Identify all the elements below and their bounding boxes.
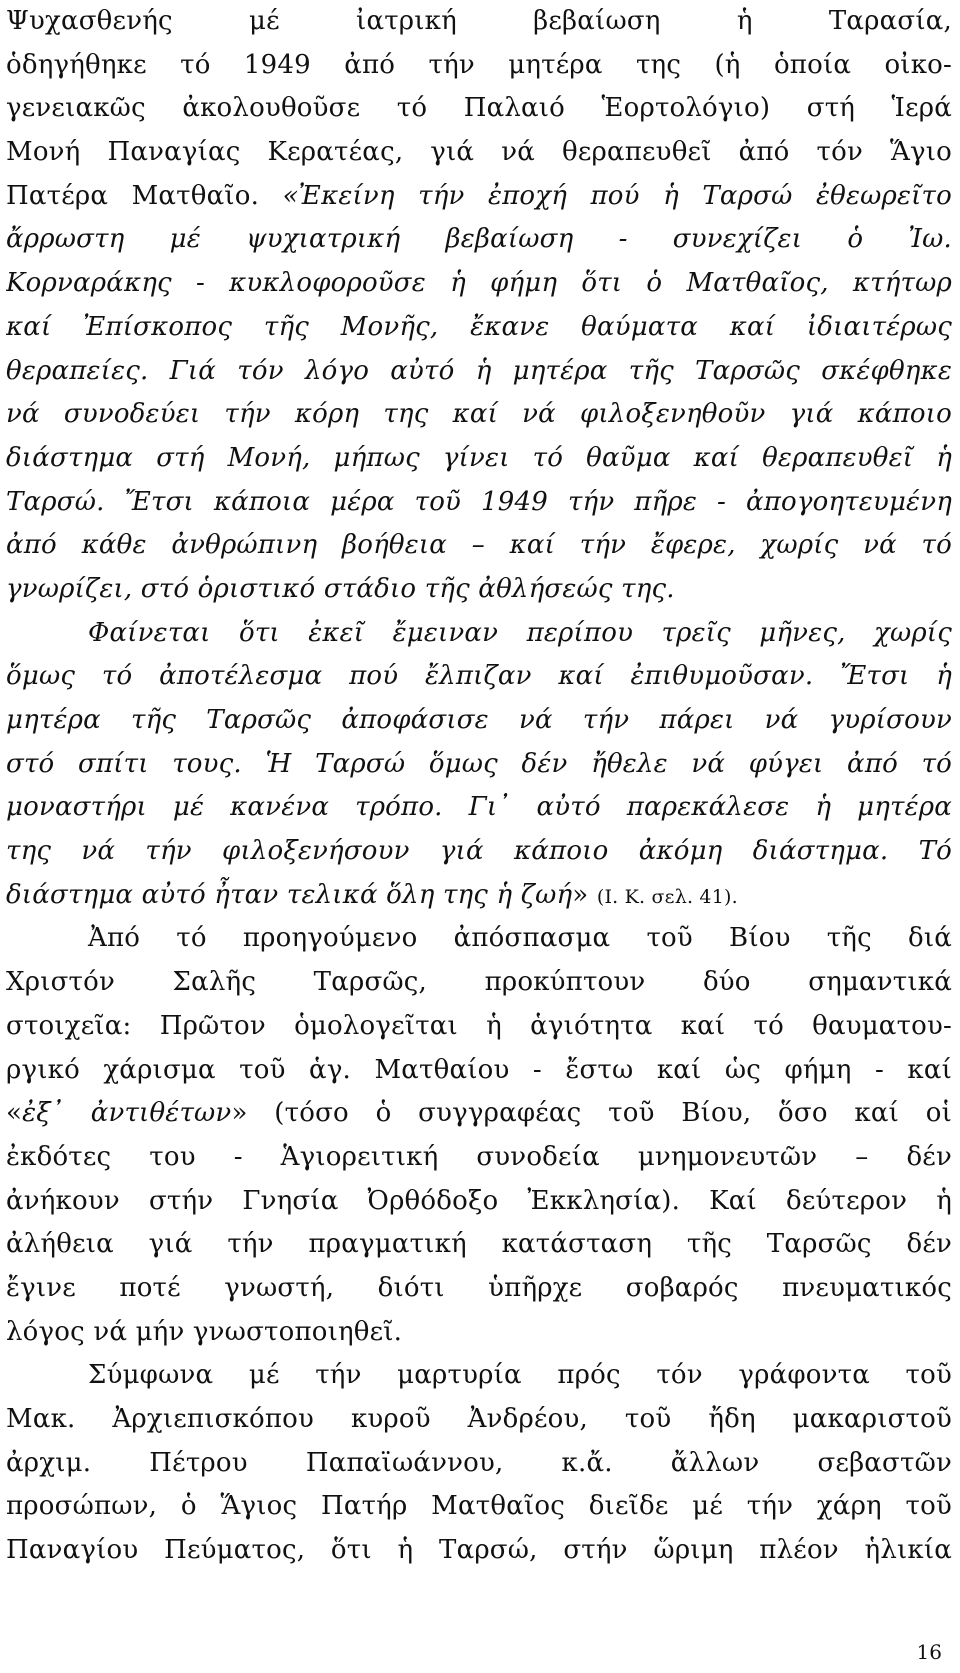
page-number: 16 (916, 1640, 942, 1664)
text-segment: καί Ἐπίσκοπος τῆς Μονῆς, ἔκανε θαύματα καί ἰδιαιτέρως (6, 311, 952, 342)
text-segment: ὅμως τό ἀποτέλεσμα πού ἔλπιζαν καί ἐπιθυμοῦσαν. Ἔτσι ἡ (6, 661, 952, 692)
text-line (6, 743, 952, 787)
text-segment: ἀνήκουν στήν Γνησία Ὀρθόδοξο Ἐκκλησία). Καί δεύτερον ἡ (6, 1185, 952, 1216)
text-line (6, 437, 952, 481)
text-segment: νά συνοδεύει τήν κόρη της καί νά φιλοξενηθοῦν γιά κάποιο (6, 399, 952, 430)
text-line (6, 1311, 952, 1355)
text-segment: γνωρίζει, στό ὁριστικό στάδιο τῆς ἀθλήσεώς της. (6, 573, 675, 604)
text-line (6, 481, 952, 525)
text-line (6, 786, 952, 830)
text-line (6, 830, 952, 874)
text-line (6, 350, 952, 394)
text-segment: Ταρσώ. Ἔτσι κάποια μέρα τοῦ 1949 τήν πῆρε - ἀπογοητευμένη (6, 486, 952, 517)
text-segment: » (572, 879, 597, 910)
text-line (6, 1354, 952, 1398)
text-line (6, 917, 952, 961)
text-line (6, 874, 952, 918)
text-segment: Μακ. Ἀρχιεπισκόπου κυροῦ Ἀνδρέου, τοῦ ἤδη μακαριστοῦ (6, 1404, 952, 1434)
text-line (6, 568, 952, 612)
text-segment: Χριστόν Σαλῆς Ταρσῶς, προκύπτουν δύο σημαντικά (6, 967, 952, 998)
text-line (6, 524, 952, 568)
text-line (6, 262, 952, 306)
text-segment: διάστημα αὐτό ἦταν τελικά ὅλη της ἡ ζωή (6, 879, 573, 910)
text-segment: στοιχεῖα: Πρῶτον ὁμολογεῖται ἡ ἁγιότητα καί τό θαυματου- (6, 1010, 952, 1041)
text-line (6, 655, 952, 699)
text-line (6, 1398, 952, 1442)
text-line (6, 44, 952, 88)
text-segment: ἔγινε ποτέ γνωστή, διότι ὑπῆρχε σοβαρός πνευματικός (6, 1272, 952, 1303)
text-segment: προσώπων, ὁ Ἅγιος Πατήρ Ματθαῖος διεῖδε μέ τήν χάρη τοῦ (6, 1491, 952, 1522)
text-line (6, 1136, 952, 1180)
text-segment: « (6, 1098, 23, 1129)
text-segment: Πατέρα Ματθαῖο. (6, 180, 283, 211)
text-segment: διάστημα στή Μονή, μήπως γίνει τό θαῦμα καί θεραπευθεῖ ἡ (6, 442, 952, 473)
text-segment: Ψυχασθενής μέ ἰατρική βεβαίωση ἡ Ταρασία, (6, 6, 952, 36)
text-line (6, 1180, 952, 1224)
text-segment: θεραπείες. Γιά τόν λόγο αὐτό ἡ μητέρα τῆς Ταρσῶς σκέφθηκε (6, 355, 952, 386)
text-segment: Ἀπό τό προηγούμενο ἀπόσπασμα τοῦ Βίου τῆς διά (88, 923, 952, 954)
text-segment: ἀλήθεια γιά τήν πραγματική κατάσταση τῆς Ταρσῶς δέν (6, 1229, 952, 1260)
text-line (6, 0, 952, 44)
text-segment: λόγος νά μήν γνωστοποιηθεῖ. (6, 1316, 403, 1347)
text-line (6, 1442, 952, 1486)
text-segment: ἀρχιμ. Πέτρου Παπαϊωάννου, κ.ἄ. ἄλλων σεβαστῶν (6, 1447, 952, 1478)
text-line (6, 1223, 952, 1267)
text-line (6, 1529, 952, 1573)
text-line (6, 131, 952, 175)
text-segment: ἀπό κάθε ἀνθρώπινη βοήθεια – καί τήν ἔφερε, χωρίς νά τό (6, 530, 952, 561)
text-segment: μοναστήρι μέ κανένα τρόπο. Γι᾽ αὐτό παρεκάλεσε ἡ μητέρα (6, 792, 952, 823)
body-text (6, 0, 952, 1573)
text-line (6, 1485, 952, 1529)
text-line (6, 1049, 952, 1093)
text-segment: γενειακῶς ἀκολουθοῦσε τό Παλαιό Ἑορτολόγιο) στή Ἱερά (6, 93, 952, 124)
text-segment: ἐκδότες του - Ἁγιορειτική συνοδεία μνημονευτῶν – δέν (6, 1141, 952, 1172)
text-line (6, 1005, 952, 1049)
text-segment: Παναγίου Πεύματος, ὅτι ἡ Ταρσώ, στήν ὥριμη πλέον ἡλικία (6, 1535, 952, 1566)
text-line (6, 218, 952, 262)
text-line (6, 87, 952, 131)
text-segment: μητέρα τῆς Ταρσῶς ἀποφάσισε νά τήν πάρει νά γυρίσουν (6, 705, 952, 735)
text-line (6, 699, 952, 743)
text-line (6, 175, 952, 219)
text-segment: ὁδηγήθηκε τό 1949 ἀπό τήν μητέρα της (ἡ ὁποία οἰκο- (6, 49, 952, 80)
text-segment: «Ἐκείνη τήν ἐποχή πού ἡ Ταρσώ ἐθεωρεῖτο (282, 180, 952, 211)
text-line (6, 306, 952, 350)
text-segment: στό σπίτι τους. Ἡ Ταρσώ ὅμως δέν ἤθελε νά φύγει ἀπό τό (6, 748, 952, 779)
text-segment: ἄρρωστη μέ ψυχιατρική βεβαίωση - συνεχίζει ὁ Ἰω. (6, 224, 952, 255)
text-segment: Φαίνεται ὅτι ἐκεῖ ἔμειναν περίπου τρεῖς μῆνες, χωρίς (88, 617, 952, 648)
text-segment: » (τόσο ὁ συγγραφέας τοῦ Βίου, ὅσο καί οἱ (231, 1098, 952, 1129)
text-segment: Σύμφωνα μέ τήν μαρτυρία πρός τόν γράφοντα τοῦ (88, 1360, 952, 1391)
text-segment: ἐξ᾽ ἀντιθέτων (22, 1098, 232, 1129)
text-line (6, 1267, 952, 1311)
text-line (6, 393, 952, 437)
text-line (6, 612, 952, 656)
text-line (6, 961, 952, 1005)
citation-text: (Ι. Κ. σελ. 41). (596, 885, 738, 908)
text-segment: Κορναράκης - κυκλοφοροῦσε ἡ φήμη ὅτι ὁ Ματθαῖος, κτήτωρ (6, 268, 952, 299)
text-line (6, 1092, 952, 1136)
text-segment: της νά τήν φιλοξενήσουν γιά κάποιο ἀκόμη διάστημα. Τό (6, 836, 952, 867)
text-segment: Μονή Παναγίας Κερατέας, γιά νά θεραπευθεῖ ἀπό τόν Ἅγιο (6, 137, 952, 168)
text-segment: ργικό χάρισμα τοῦ ἁγ. Ματθαίου - ἔστω καί ὡς φήμη - καί (6, 1054, 952, 1085)
